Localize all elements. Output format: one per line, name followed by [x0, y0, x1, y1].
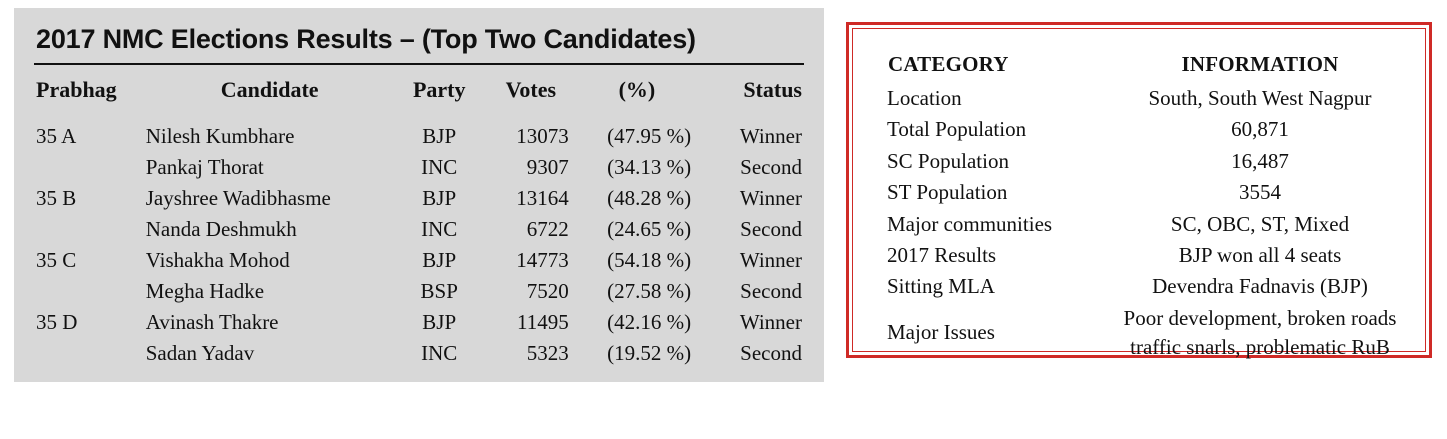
info-header-row: [887, 51, 1401, 83]
info-value: South, South West Nagpur: [1148, 86, 1372, 110]
table-row: [32, 121, 806, 152]
constituency-info-panel: [846, 22, 1432, 358]
table-row: [32, 245, 806, 276]
cell-percent: (42.16 %): [607, 309, 692, 334]
cell-candidate: Pankaj Thorat: [145, 154, 264, 179]
list-item: [887, 303, 1401, 364]
list-item: [887, 146, 1401, 177]
cell-candidate: Nilesh Kumbhare: [145, 124, 295, 148]
info-value: SC, OBC, ST, Mixed: [1170, 211, 1350, 236]
info-header-information: INFORMATION: [1181, 52, 1339, 76]
election-results-panel: [14, 8, 824, 382]
list-item: [887, 271, 1401, 302]
cell-status: Winner: [739, 309, 802, 334]
info-value-line-2: traffic snarls, problematic RuB: [1130, 335, 1390, 360]
column-header-prabhag: Prabhag: [36, 77, 117, 102]
list-item: [887, 83, 1401, 114]
cell-prabhag: [32, 214, 146, 245]
cell-candidate: Megha Hadke: [145, 278, 265, 303]
cell-status: Second: [740, 216, 802, 241]
cell-prabhag: 35 A: [36, 124, 77, 148]
cell-percent: (24.65 %): [607, 216, 692, 241]
info-category: SC Population: [887, 148, 1009, 173]
column-header-votes: Votes: [505, 77, 557, 102]
info-category: Major Issues: [887, 320, 995, 345]
cell-candidate: Vishakha Mohod: [145, 247, 290, 272]
info-table: [887, 51, 1401, 364]
cell-votes: 13164: [516, 185, 569, 210]
cell-votes: 11495: [517, 309, 569, 334]
info-category: Sitting MLA: [887, 274, 995, 299]
info-header-category: CATEGORY: [888, 52, 1009, 76]
table-row: [32, 338, 806, 369]
info-category: ST Population: [887, 180, 1008, 205]
cell-votes: 13073: [516, 124, 569, 148]
cell-votes: 14773: [516, 247, 569, 272]
info-value: 16,487: [1231, 148, 1289, 173]
table-row: [32, 307, 806, 338]
info-category: 2017 Results: [887, 242, 997, 267]
cell-party: BJP: [422, 309, 457, 334]
info-value: BJP won all 4 seats: [1178, 242, 1342, 267]
cell-votes: 5323: [526, 340, 569, 365]
table-header-row: [32, 69, 806, 121]
cell-status: Winner: [739, 247, 802, 272]
cell-votes: 9307: [526, 154, 569, 179]
cell-status: Second: [740, 154, 802, 179]
list-item: [887, 177, 1401, 208]
table-row: [32, 152, 806, 183]
cell-percent: (48.28 %): [607, 185, 692, 210]
cell-percent: (19.52 %): [607, 340, 692, 365]
column-header-party: Party: [412, 77, 466, 102]
cell-party: INC: [421, 340, 458, 365]
info-category: Location: [887, 86, 962, 110]
cell-percent: (47.95 %): [607, 124, 692, 148]
cell-votes: 7520: [526, 278, 569, 303]
cell-candidate: Jayshree Wadibhasme: [145, 185, 331, 210]
info-value-line-1: Poor development, broken roads: [1123, 305, 1397, 330]
info-category: Total Population: [887, 117, 1027, 142]
results-title: 2017 NMC Elections Results – (Top Two Candidates): [36, 24, 696, 54]
cell-percent: (54.18 %): [607, 247, 692, 272]
cell-votes: 6722: [526, 216, 569, 241]
cell-party: INC: [421, 154, 458, 179]
table-row: [32, 183, 806, 214]
info-value: Devendra Fadnavis (BJP): [1152, 274, 1368, 299]
column-header-candidate: Candidate: [220, 77, 319, 102]
info-category: Major communities: [887, 211, 1053, 236]
column-header-percent: (%): [618, 77, 656, 102]
cell-prabhag: 35 B: [36, 185, 77, 210]
list-item: [887, 209, 1401, 240]
table-row: [32, 214, 806, 245]
cell-status: Winner: [739, 185, 802, 210]
cell-party: INC: [421, 216, 458, 241]
cell-party: BJP: [422, 247, 457, 272]
list-item: [887, 240, 1401, 271]
info-value: 60,871: [1231, 117, 1289, 142]
cell-prabhag: [32, 276, 146, 307]
info-value: [1119, 303, 1401, 364]
cell-status: Second: [740, 278, 802, 303]
cell-candidate: Avinash Thakre: [145, 309, 279, 334]
list-item: [887, 114, 1401, 145]
cell-candidate: Nanda Deshmukh: [145, 216, 297, 241]
cell-percent: (34.13 %): [607, 154, 692, 179]
results-table: [32, 69, 806, 369]
cell-party: BJP: [422, 124, 457, 148]
info-value: 3554: [1239, 180, 1281, 205]
cell-party: BSP: [420, 278, 458, 303]
cell-prabhag: 35 C: [36, 247, 77, 272]
column-header-status: Status: [743, 77, 802, 102]
cell-status: Winner: [739, 124, 802, 148]
info-panel-inner-border: [852, 28, 1426, 360]
cell-prabhag: [32, 338, 146, 369]
cell-party: BJP: [422, 185, 457, 210]
cell-percent: (27.58 %): [607, 278, 692, 303]
cell-prabhag: 35 D: [36, 309, 78, 334]
title-divider: [34, 63, 804, 65]
cell-candidate: Sadan Yadav: [145, 340, 255, 365]
cell-prabhag: [32, 152, 146, 183]
table-row: [32, 276, 806, 307]
cell-status: Second: [740, 340, 802, 365]
